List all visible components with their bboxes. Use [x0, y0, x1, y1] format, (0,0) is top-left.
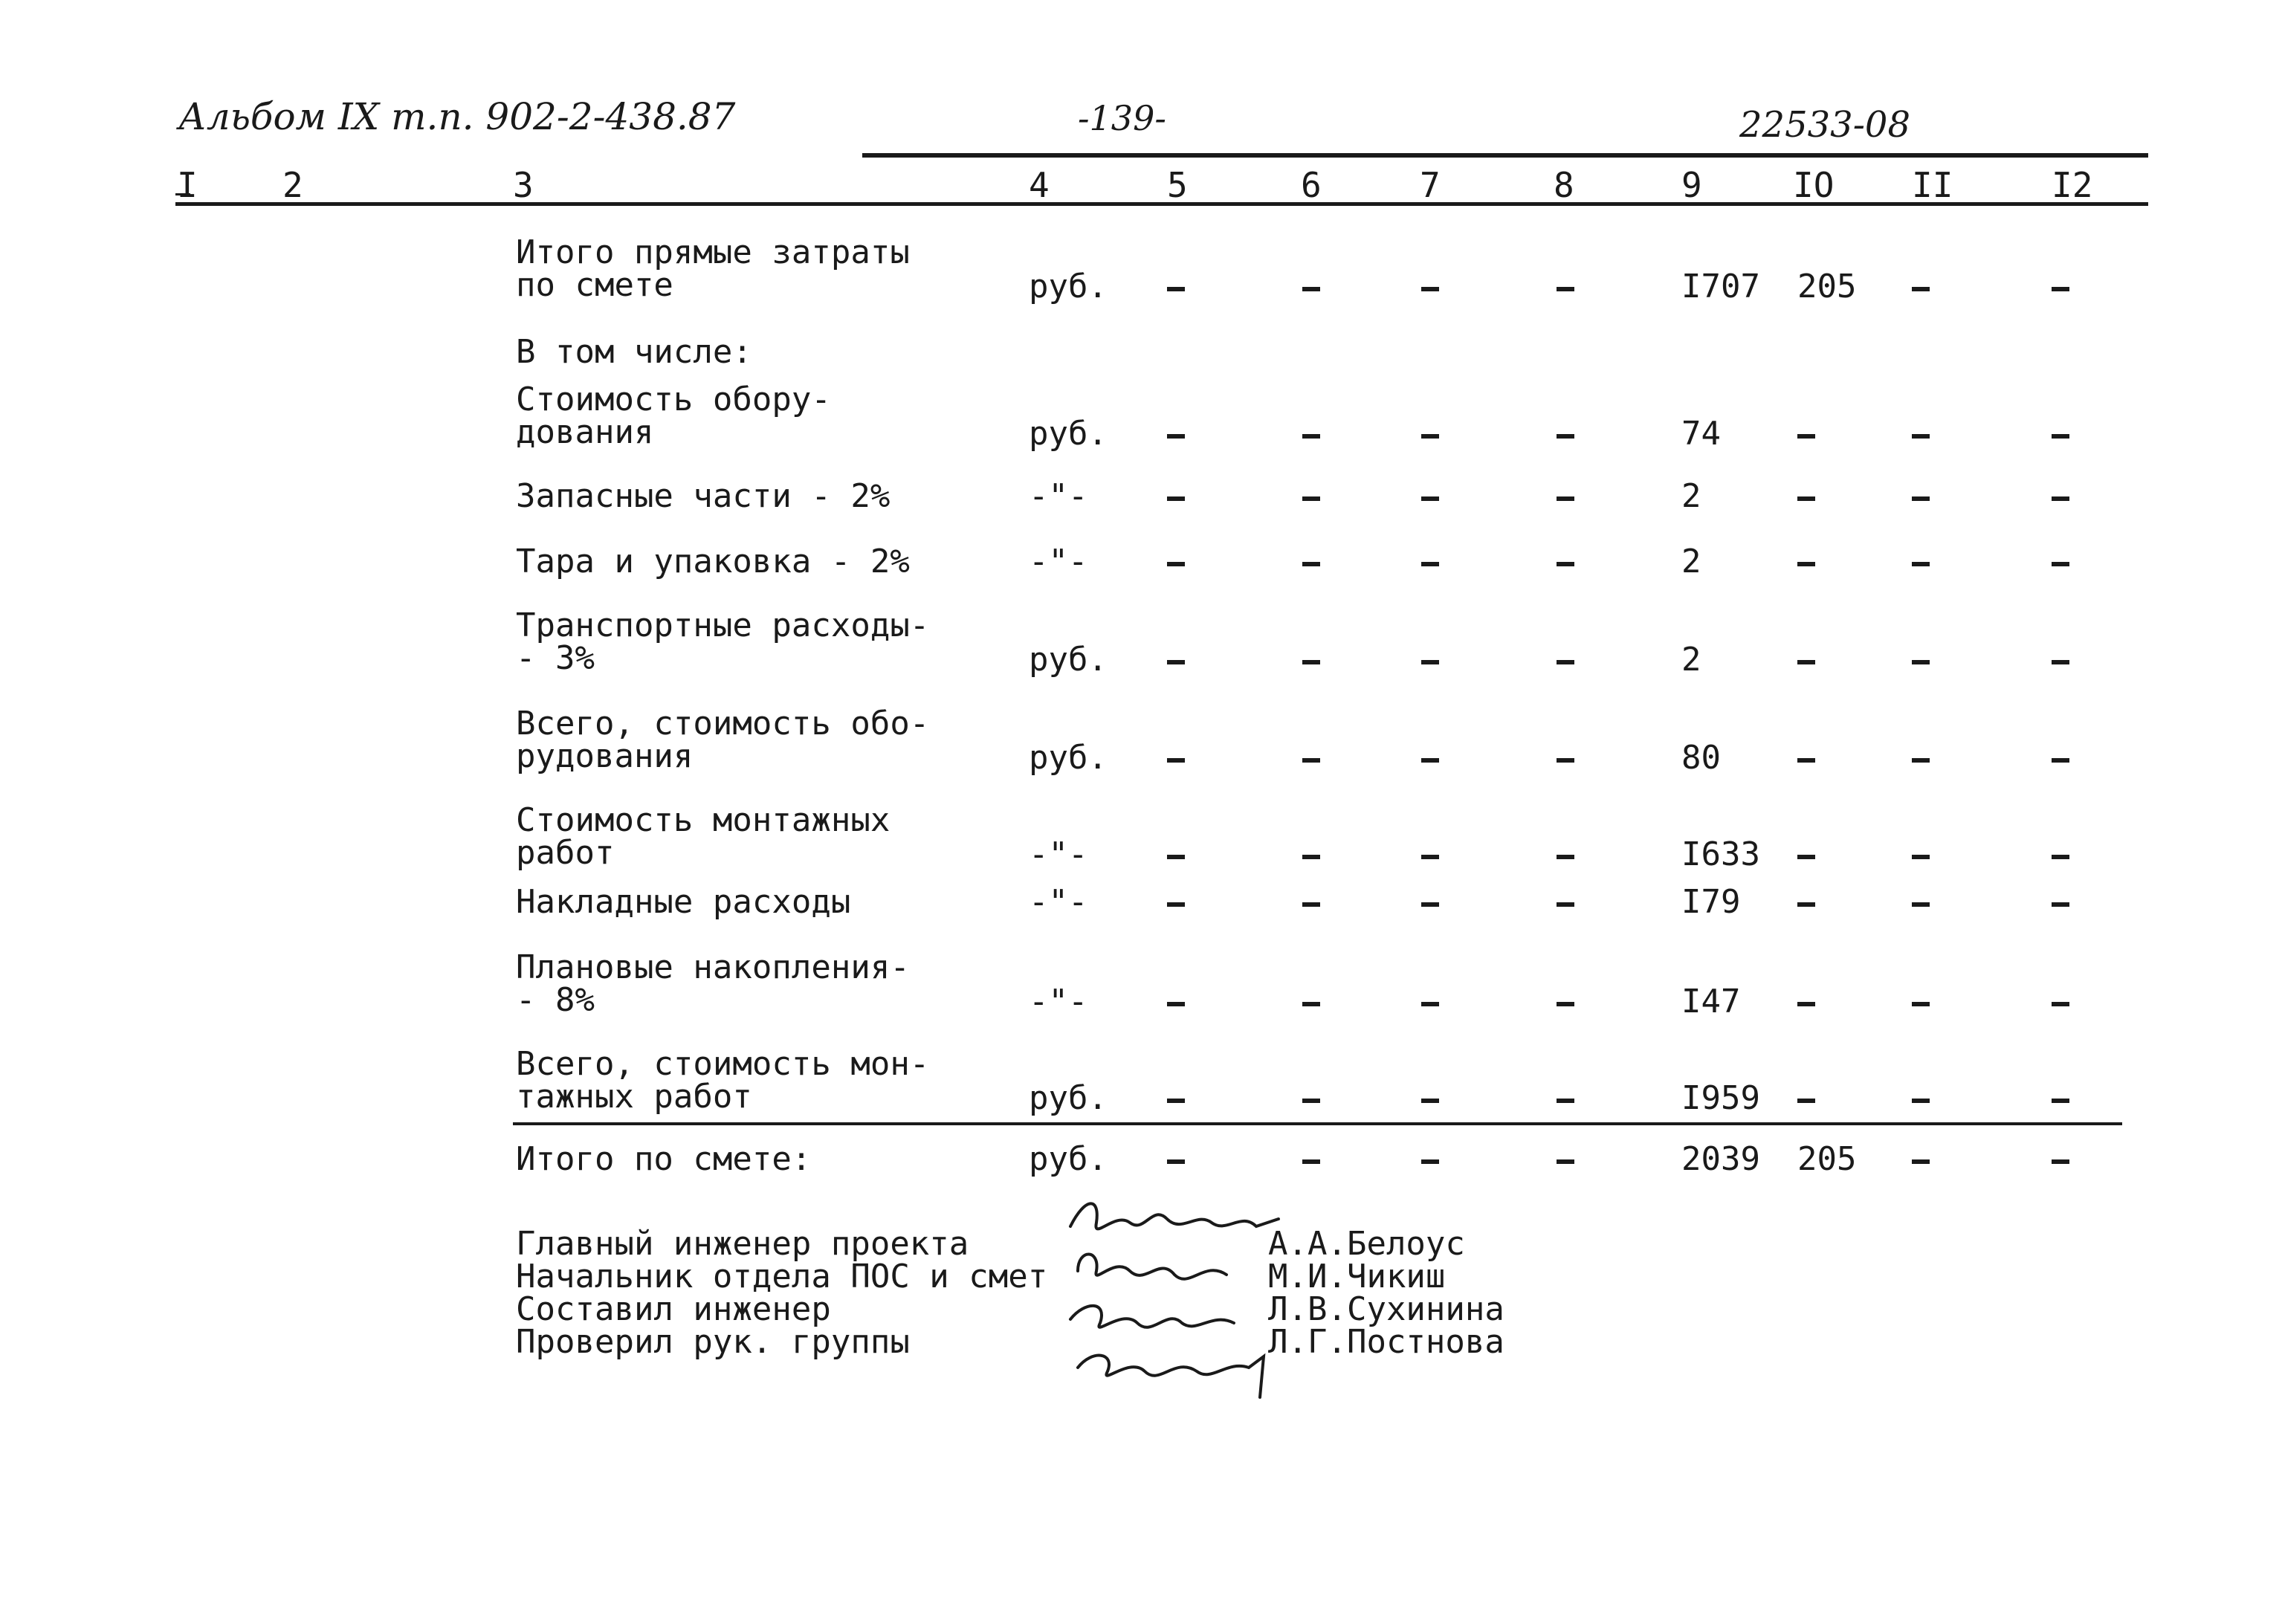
value-c9: 2: [1681, 477, 1701, 515]
dash-c6: [1302, 855, 1320, 859]
dash-c7: [1421, 1099, 1439, 1103]
dash-c8: [1557, 1099, 1574, 1103]
row-label: - 8%: [516, 981, 595, 1019]
signature-1: [1070, 1203, 1279, 1229]
value-c9: 74: [1681, 415, 1721, 453]
signer-role: Начальник отдела ПОС и смет: [516, 1258, 1048, 1295]
signer-role: Составил инженер: [516, 1290, 831, 1328]
column-header-4: 4: [1029, 165, 1050, 205]
dash-c11: [1912, 1099, 1930, 1103]
dash-c5: [1167, 1002, 1185, 1006]
dash-c8: [1557, 902, 1574, 907]
signature-4: [1078, 1356, 1264, 1397]
dash-c5: [1167, 287, 1185, 291]
value-c9: I633: [1681, 835, 1760, 873]
dash-c7: [1421, 660, 1439, 664]
row-label: Плановые накопления-: [516, 948, 910, 986]
value-c9: 2039: [1681, 1140, 1760, 1178]
unit-cell: руб.: [1029, 641, 1108, 679]
dash-c7: [1421, 287, 1439, 291]
column-header-6: 6: [1301, 165, 1322, 205]
dash-c12: [2052, 434, 2069, 439]
row-label: Запасные части - 2%: [516, 477, 891, 515]
signer-name: М.И.Чикиш: [1268, 1258, 1446, 1295]
dash-c6: [1302, 1159, 1320, 1164]
row-label: Транспортные расходы-: [516, 606, 930, 644]
value-c9: 2: [1681, 543, 1701, 580]
dash-c10: [1797, 902, 1815, 907]
unit-cell: -"-: [1029, 477, 1088, 515]
dash-c11: [1912, 434, 1930, 439]
signer-name: А.А.Белоус: [1268, 1225, 1465, 1263]
dash-c8: [1557, 562, 1574, 566]
unit-cell: -"-: [1029, 835, 1088, 873]
dash-c7: [1421, 902, 1439, 907]
unit-cell: руб.: [1029, 739, 1108, 777]
unit-cell: -"-: [1029, 883, 1088, 921]
handwritten-signatures: [1056, 1182, 1323, 1405]
dash-c8: [1557, 660, 1574, 664]
dash-c10: [1797, 1002, 1815, 1006]
dash-c6: [1302, 1002, 1320, 1006]
dash-c5: [1167, 434, 1185, 439]
dash-c11: [1912, 902, 1930, 907]
dash-c11: [1912, 758, 1930, 763]
dash-c12: [2052, 660, 2069, 664]
value-c10: 205: [1797, 1140, 1857, 1178]
value-c10: 205: [1797, 268, 1857, 305]
dash-c6: [1302, 660, 1320, 664]
row-label: Итого по смете:: [516, 1140, 812, 1178]
dash-c10: [1797, 660, 1815, 664]
signature-3: [1070, 1306, 1234, 1327]
dash-c11: [1912, 855, 1930, 859]
dash-c12: [2052, 496, 2069, 501]
dash-c5: [1167, 562, 1185, 566]
dash-c5: [1167, 660, 1185, 664]
dash-c5: [1167, 1159, 1185, 1164]
column-header-8: 8: [1554, 165, 1574, 205]
dash-c10: [1797, 496, 1815, 501]
row-label: работ: [516, 834, 615, 872]
row-label: Накладные расходы: [516, 883, 851, 921]
signature-2: [1078, 1255, 1226, 1279]
row-label: тажных работ: [516, 1078, 752, 1116]
row-label: Стоимость монтажных: [516, 801, 891, 839]
signer-role: Главный инженер проекта: [516, 1225, 969, 1263]
page-number: -139-: [1078, 98, 1166, 138]
dash-c12: [2052, 1002, 2069, 1006]
row-label: Всего, стоимость мон-: [516, 1045, 930, 1083]
dash-c8: [1557, 758, 1574, 763]
column-header-12: I2: [2052, 165, 2093, 205]
signer-name: Л.Г.Постнова: [1268, 1323, 1504, 1361]
dash-c8: [1557, 287, 1574, 291]
dash-c7: [1421, 1002, 1439, 1006]
column-header-5: 5: [1167, 165, 1188, 205]
dash-c12: [2052, 855, 2069, 859]
dash-c11: [1912, 1002, 1930, 1006]
signer-role: Проверил рук. группы: [516, 1323, 910, 1361]
dash-c12: [2052, 758, 2069, 763]
dash-c10: [1797, 1099, 1815, 1103]
header-bottom-rule: [175, 202, 2148, 206]
unit-cell: руб.: [1029, 268, 1108, 305]
dash-c10: [1797, 434, 1815, 439]
dash-c8: [1557, 855, 1574, 859]
dash-c12: [2052, 902, 2069, 907]
dash-c12: [2052, 1099, 2069, 1103]
dash-c10: [1797, 855, 1815, 859]
dash-c5: [1167, 1099, 1185, 1103]
dash-c7: [1421, 855, 1439, 859]
dash-c5: [1167, 496, 1185, 501]
row-label: Итого прямые затраты: [516, 233, 910, 271]
value-c9: I959: [1681, 1079, 1760, 1117]
unit-cell: -"-: [1029, 983, 1088, 1020]
unit-cell: руб.: [1029, 415, 1108, 453]
dash-c7: [1421, 1159, 1439, 1164]
dash-c6: [1302, 287, 1320, 291]
dash-c8: [1557, 434, 1574, 439]
unit-cell: руб.: [1029, 1140, 1108, 1178]
dash-c7: [1421, 758, 1439, 763]
dash-c10: [1797, 562, 1815, 566]
top-rule: [862, 153, 2148, 158]
row-label: Стоимость обору-: [516, 381, 831, 418]
dash-c7: [1421, 562, 1439, 566]
dash-c12: [2052, 287, 2069, 291]
value-c9: I707: [1681, 268, 1760, 305]
row-label: В том числе:: [516, 333, 752, 371]
dash-c5: [1167, 758, 1185, 763]
dash-c11: [1912, 1159, 1930, 1164]
dash-c8: [1557, 1002, 1574, 1006]
column-header-2: 2: [282, 165, 303, 205]
dash-c6: [1302, 1099, 1320, 1103]
dash-c6: [1302, 902, 1320, 907]
signer-name: Л.В.Сухинина: [1268, 1290, 1504, 1328]
totals-separator: [513, 1122, 2122, 1125]
dash-c5: [1167, 902, 1185, 907]
dash-c11: [1912, 660, 1930, 664]
dash-c8: [1557, 496, 1574, 501]
dash-c6: [1302, 562, 1320, 566]
column-header-3: 3: [513, 165, 534, 205]
value-c9: I47: [1681, 983, 1741, 1020]
column-header-11: II: [1912, 165, 1953, 205]
column-header-9: 9: [1681, 165, 1702, 205]
dash-c7: [1421, 434, 1439, 439]
row-label: Всего, стоимость обо-: [516, 705, 930, 743]
row-label: Тара и упаковка - 2%: [516, 543, 910, 580]
album-reference: Альбом IX т.п. 902-2-438.87: [178, 95, 736, 138]
column-header-7: 7: [1420, 165, 1441, 205]
dash-c6: [1302, 758, 1320, 763]
dash-c6: [1302, 496, 1320, 501]
value-c9: 2: [1681, 641, 1701, 679]
value-c9: 80: [1681, 739, 1721, 777]
dash-c8: [1557, 1159, 1574, 1164]
dash-c12: [2052, 562, 2069, 566]
document-code: 22533-08: [1739, 104, 1910, 146]
row-label: рудования: [516, 737, 694, 775]
dash-c12: [2052, 1159, 2069, 1164]
dash-c5: [1167, 855, 1185, 859]
row-label: - 3%: [516, 639, 595, 677]
dash-c6: [1302, 434, 1320, 439]
unit-cell: -"-: [1029, 543, 1088, 580]
row-label: по смете: [516, 266, 673, 304]
dash-c10: [1797, 758, 1815, 763]
dash-c11: [1912, 496, 1930, 501]
column-header-10: IO: [1793, 165, 1835, 205]
value-c9: I79: [1681, 883, 1741, 921]
unit-cell: руб.: [1029, 1079, 1108, 1117]
column-header-1: I: [177, 165, 198, 205]
dash-c11: [1912, 287, 1930, 291]
dash-c11: [1912, 562, 1930, 566]
row-label: дования: [516, 413, 654, 451]
dash-c7: [1421, 496, 1439, 501]
